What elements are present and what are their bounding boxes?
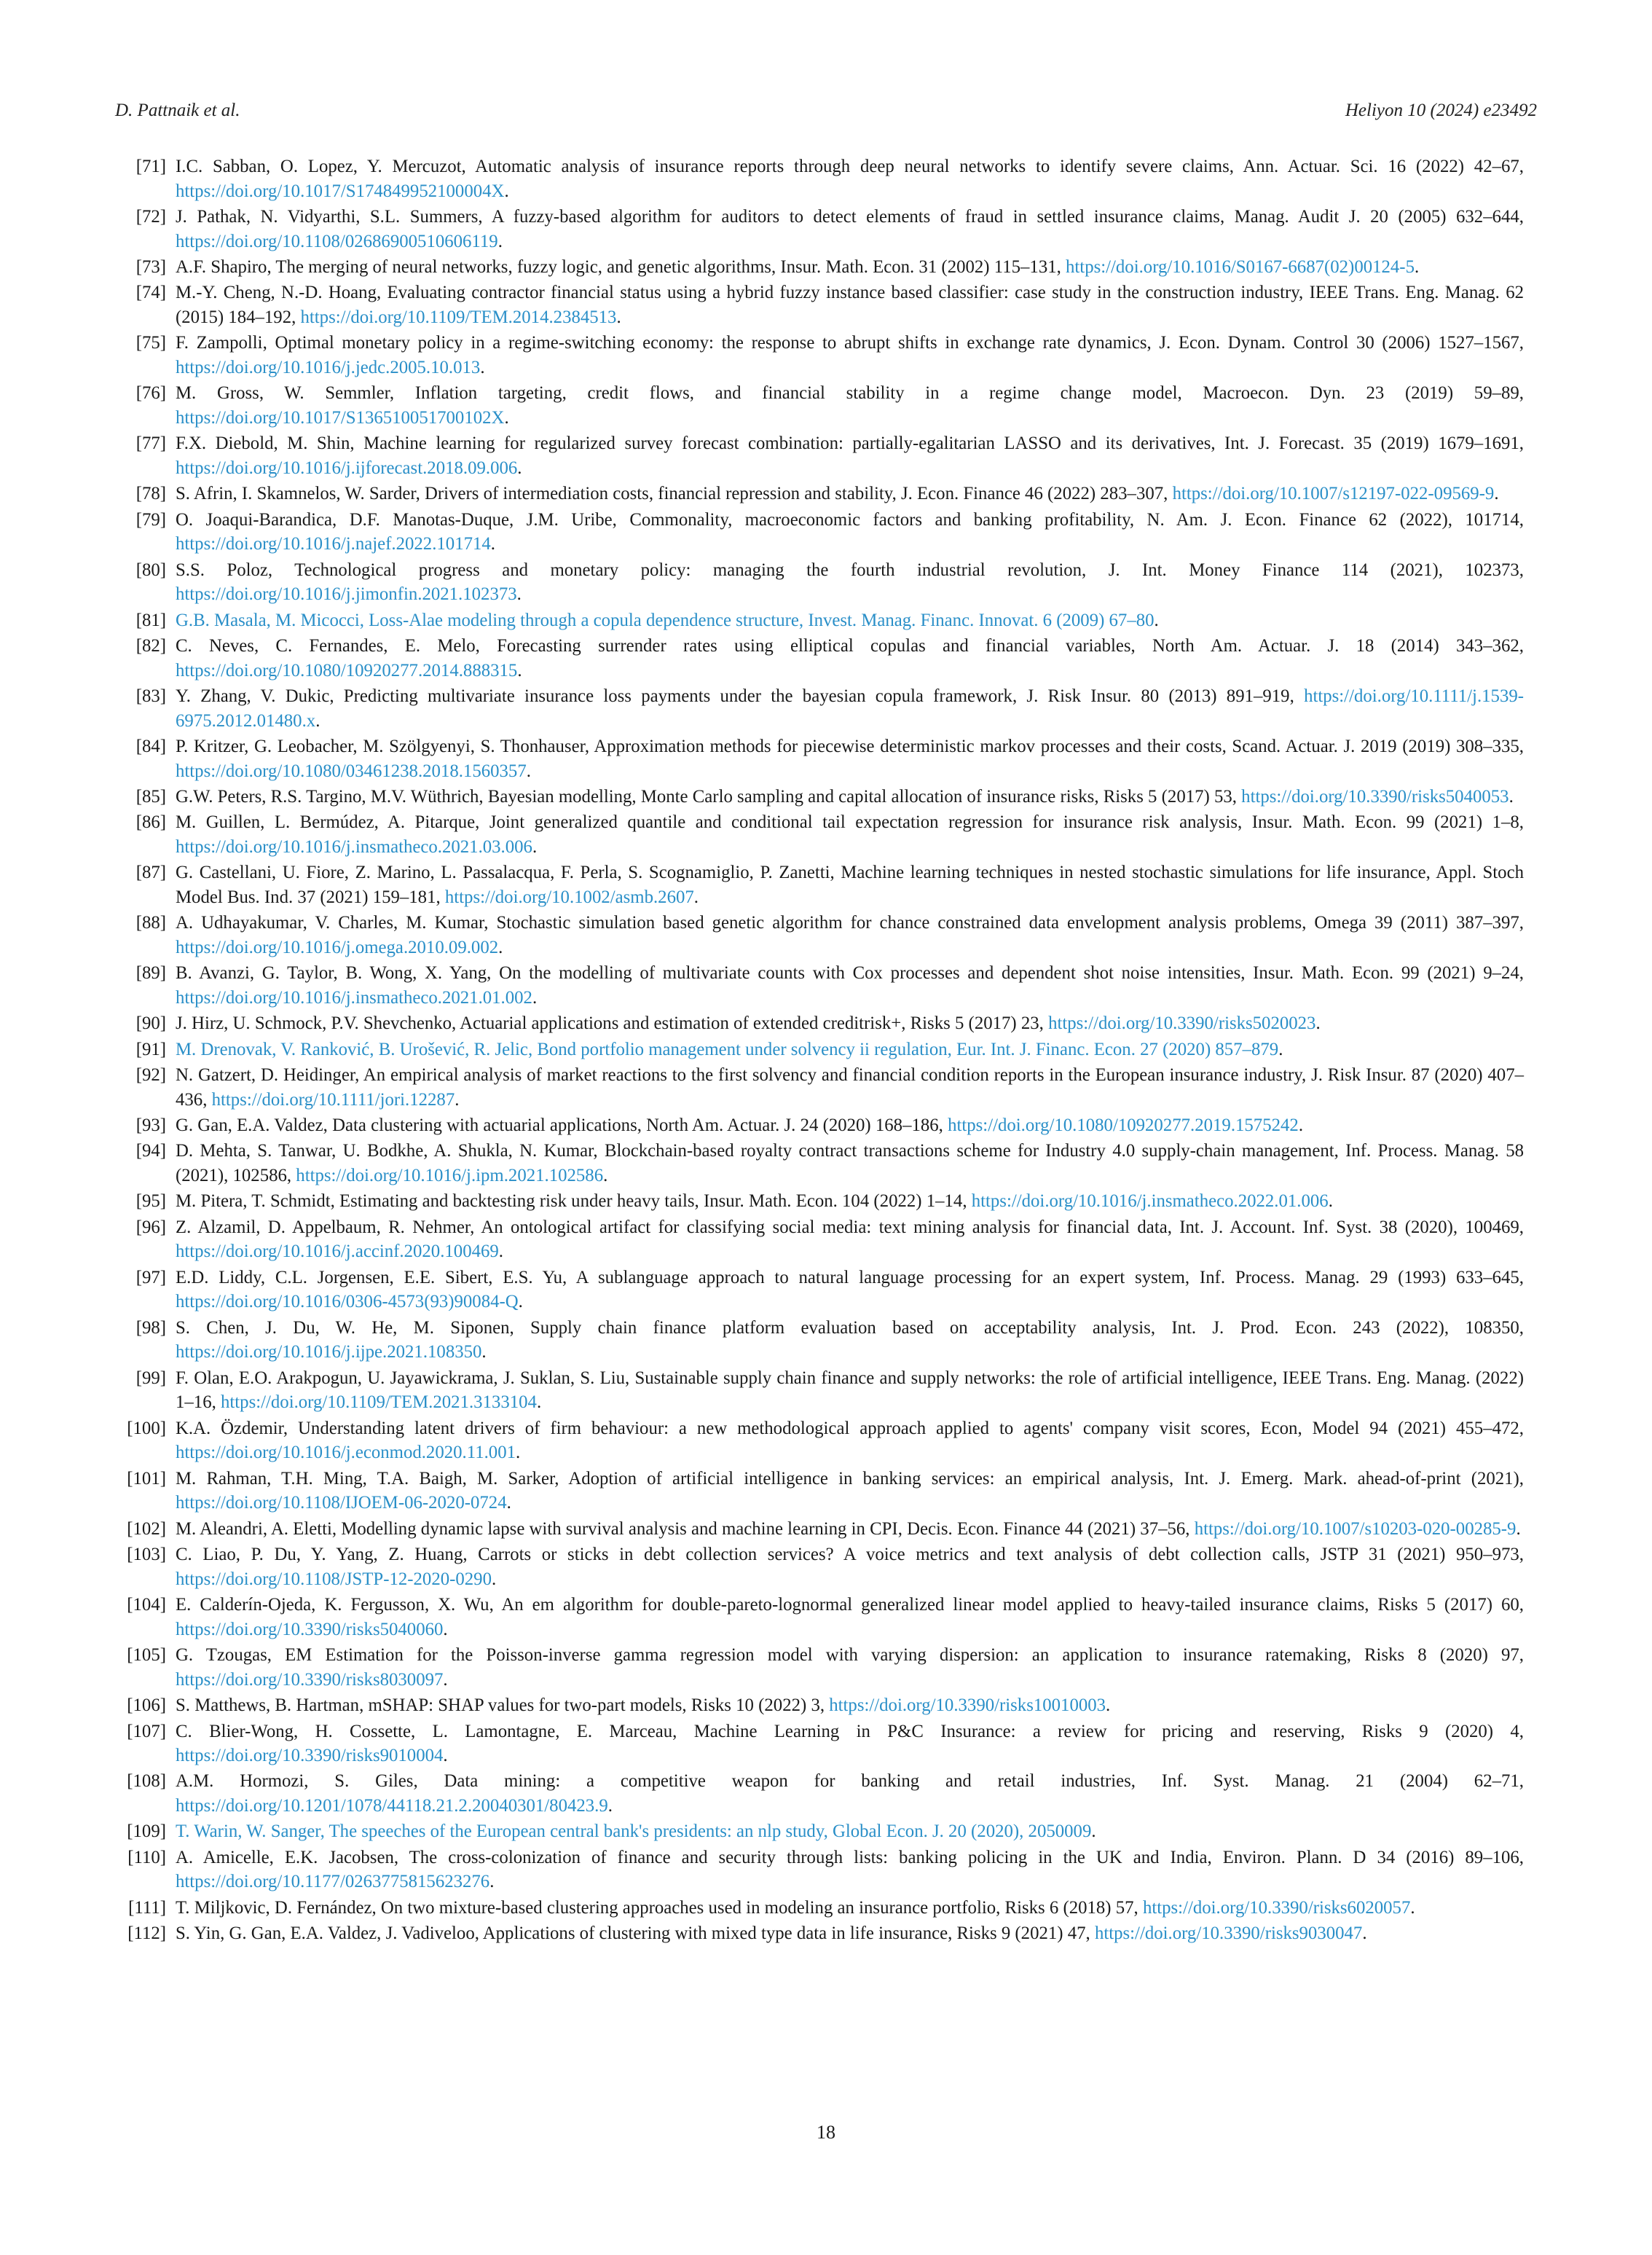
reference-item (124, 281, 1524, 329)
doi-link[interactable]: https://doi.org/10.1016/j.accinf.2020.100469 (176, 1242, 499, 1262)
doi-link[interactable]: https://doi.org/10.1007/s10203-020-00285-9 (1194, 1518, 1517, 1539)
doi-link[interactable]: https://doi.org/10.1016/j.ipm.2021.102586 (296, 1166, 604, 1186)
reference-item (124, 331, 1524, 380)
reference-text: G. Tzougas, EM Estimation for the Poisson-inverse gamma regression model with varying dispersion: an application to insurance ratemaking, Risks 8 (2020) 97, (176, 1645, 1524, 1666)
reference-number: [95] (135, 1191, 166, 1212)
reference-tail: . (1494, 484, 1499, 504)
reference-text: D. Mehta, S. Tanwar, U. Bodkhe, A. Shukla, N. Kumar, Blockchain-based royalty contract transactions scheme for Industry 4.0 supply-chain management, Inf. Process. Manag. 58 (2021), 102586, (176, 1141, 1524, 1186)
reference-tail: . (536, 1392, 542, 1413)
reference-number: [97] (135, 1267, 166, 1287)
reference-text: M.-Y. Cheng, N.-D. Hoang, Evaluating contractor financial status using a hybrid fuzzy instance based classifier: case study in the construction industry, IEEE Trans. Eng. Manag. 62 (2015) 184–192, (176, 283, 1524, 327)
reference-text: S. Yin, G. Gan, E.A. Valdez, J. Vadiveloo, Applications of clustering with mixed type data in life insurance, Risks 9 (2021) 47, (176, 1923, 1095, 1944)
doi-link[interactable]: https://doi.org/10.1016/j.najef.2022.101714 (176, 534, 491, 554)
reference-tail: . (603, 1166, 608, 1186)
reference-item (124, 1693, 1524, 1718)
reference-number: [100] (127, 1418, 166, 1438)
doi-link[interactable]: https://doi.org/10.1016/j.ijforecast.2018.09.006 (176, 458, 518, 478)
reference-number: [89] (135, 963, 166, 984)
reference-text: Y. Zhang, V. Dukic, Predicting multivariate insurance loss payments under the bayesian copula framework, J. Risk Insur. 80 (2013) 891–919, (176, 686, 1305, 707)
reference-tail: . (497, 231, 503, 251)
reference-text: M. Guillen, L. Bermúdez, A. Pitarque, Joint generalized quantile and conditional tail expectation regression for insurance risk analysis, Insur. Math. Econ. 99 (2021) 1–8, (176, 812, 1524, 833)
reference-tail: . (443, 1619, 448, 1639)
reference-text: C. Liao, P. Du, Y. Yang, Z. Huang, Carrots or sticks in debt collection services? A voice metrics and text analysis of debt collection calls, JSTP 31 (2021) 950–973, (176, 1545, 1524, 1565)
reference-tail: . (1362, 1923, 1367, 1944)
reference-text: S.S. Poloz, Technological progress and monetary policy: managing the fourth industrial revolution, J. Int. Money Finance 114 (2021), 102373, (176, 560, 1524, 580)
reference-tail: . (1154, 610, 1159, 630)
reference-tail: . (490, 534, 495, 554)
reference-number: [92] (135, 1065, 166, 1086)
reference-number: [102] (127, 1518, 166, 1539)
reference-text: E. Calderín-Ojeda, K. Fergusson, X. Wu, An em algorithm for double-pareto-lognormal generalized linear model applied to heavy-tailed insurance claims, Risks 5 (2017) 60, (176, 1595, 1524, 1615)
reference-item (124, 1139, 1524, 1188)
reference-tail: . (480, 357, 485, 377)
reference-tail: . (516, 1443, 521, 1463)
reference-tail: . (532, 836, 538, 857)
reference-item (124, 634, 1524, 683)
reference-item (124, 810, 1524, 859)
reference-item (124, 558, 1524, 607)
reference-tail: . (506, 1493, 511, 1513)
doi-link[interactable]: https://doi.org/10.1109/TEM.2014.2384513 (300, 307, 617, 327)
reference-text: I.C. Sabban, O. Lopez, Y. Mercuzot, Automatic analysis of insurance reports through deep neural networks to identify severe claims, Ann. Actuar. Sci. 16 (2022) 42–67, (176, 157, 1524, 176)
reference-number: [104] (127, 1595, 166, 1615)
doi-link[interactable]: https://doi.org/10.1016/j.jedc.2005.10.013 (176, 357, 481, 377)
reference-tail: . (616, 307, 621, 327)
doi-link[interactable]: https://doi.org/10.3390/risks6020057 (1142, 1897, 1411, 1918)
reference-number: [103] (127, 1545, 166, 1565)
reference-number: [108] (127, 1771, 166, 1792)
reference-item (124, 1921, 1524, 1946)
reference-item (124, 1316, 1524, 1365)
doi-link[interactable]: https://doi.org/10.1111/jori.12287 (211, 1089, 455, 1110)
reference-text: A. Amicelle, E.K. Jacobsen, The cross-colonization of finance and security through lists: banking policing in the UK and India, Environ. Plann. D 34 (2016) 89–106, (176, 1847, 1524, 1867)
reference-item (124, 1366, 1524, 1415)
reference-text: M. Aleandri, A. Eletti, Modelling dynamic lapse with survival analysis and machine learning in CPI, Decis. Econ. Finance 44 (2021) 37–56, (176, 1518, 1195, 1539)
doi-link[interactable]: https://doi.org/10.3390/risks9010004 (176, 1746, 444, 1766)
reference-text: G. Gan, E.A. Valdez, Data clustering with actuarial applications, North Am. Actuar. J. 24 (2020) 168–186, (176, 1115, 948, 1136)
reference-item (124, 205, 1524, 254)
reference-number: [88] (135, 913, 166, 933)
reference-number: [90] (135, 1013, 166, 1034)
reference-number: [84] (135, 737, 166, 757)
reference-item (124, 1189, 1524, 1214)
reference-item (124, 1063, 1524, 1112)
doi-link[interactable]: https://doi.org/10.1108/02686900510606119 (176, 231, 498, 251)
reference-number: [105] (127, 1645, 166, 1666)
reference-number: [98] (135, 1317, 166, 1338)
reference-tail: . (1298, 1115, 1304, 1136)
reference-tail: . (315, 710, 320, 731)
reference-text: B. Avanzi, G. Taylor, B. Wong, X. Yang, On the modelling of multivariate counts with Cox processes and dependent shot noise intensities, Insur. Math. Econ. 99 (2021) 9–24, (176, 963, 1524, 984)
reference-item (124, 1719, 1524, 1768)
reference-number: [79] (135, 509, 166, 530)
reference-number: [73] (135, 256, 166, 277)
doi-link[interactable]: https://doi.org/10.1017/S136510051700102X (176, 407, 505, 428)
reference-text: S. Chen, J. Du, W. He, M. Siponen, Supply chain finance platform evaluation based on acceptability analysis, Int. J. Prod. Econ. 243 (2022), 108350, (176, 1317, 1524, 1338)
reference-item (124, 381, 1524, 430)
doi-link[interactable]: https://doi.org/10.1016/j.jimonfin.2021.102373 (176, 584, 517, 605)
reference-number: [77] (135, 434, 166, 454)
doi-link[interactable]: https://doi.org/10.1080/10920277.2019.1575242 (948, 1115, 1299, 1136)
doi-link[interactable]: https://doi.org/10.3390/risks5040053 (1241, 787, 1509, 807)
reference-tail: . (443, 1746, 448, 1766)
reference-text: K.A. Özdemir, Understanding latent drivers of firm behaviour: a new methodological approach applied to agents' company visit scores, Econ, Model 94 (2021) 455–472, (176, 1418, 1524, 1438)
reference-item (124, 431, 1524, 480)
reference-tail: . (1106, 1695, 1111, 1716)
reference-tail: . (693, 887, 699, 907)
doi-link[interactable]: https://doi.org/10.3390/risks5040060 (176, 1619, 444, 1639)
reference-text: A.F. Shapiro, The merging of neural networks, fuzzy logic, and genetic algorithms, Insur. Math. Econ. 31 (2002) 115–131, (176, 256, 1066, 277)
reference-text: J. Pathak, N. Vidyarthi, S.L. Summers, A fuzzy-based algorithm for auditors to detect elements of fraud in settled insurance claims, Manag. Audit J. 20 (2005) 632–644, (176, 206, 1524, 227)
reference-number: [86] (135, 812, 166, 833)
reference-number: [111] (128, 1897, 166, 1918)
reference-item[interactable] (124, 1819, 1524, 1844)
reference-number: [101] (127, 1468, 166, 1489)
reference-text: F. Olan, E.O. Arakpogun, U. Jayawickrama, J. Suklan, S. Liu, Sustainable supply chain finance and supply networks: the role of artificial intelligence, IEEE Trans. Eng. Manag. (2022) 1–16, (176, 1368, 1524, 1413)
reference-text: G. Castellani, U. Fiore, Z. Marino, L. Passalacqua, F. Perla, S. Scognamiglio, P. Zanetti, Machine learning techniques in nested stochastic simulations for life insurance, Appl. Stoch Model Bus. Ind. 37 (2021) 159–181, (176, 863, 1524, 907)
reference-item (124, 1769, 1524, 1818)
reference-number: [91] (135, 1039, 166, 1059)
reference-text: J. Hirz, U. Schmock, P.V. Shevchenko, Actuarial applications and estimation of extended creditrisk+, Risks 5 (2017) 23, (176, 1013, 1049, 1034)
reference-tail: . (526, 761, 531, 781)
reference-number: [75] (135, 333, 166, 353)
reference-tail: . (607, 1796, 613, 1816)
reference-text: M. Gross, W. Semmler, Inflation targeting, credit flows, and financial stability in a regime change model, Macroecon. Dyn. 23 (2019) 59–89, (176, 383, 1524, 404)
reference-text: G.W. Peters, R.S. Targino, M.V. Wüthrich, Bayesian modelling, Monte Carlo sampling and capital allocation of insurance risks, Risks 5 (2017) 53, (176, 787, 1242, 807)
reference-item (124, 1542, 1524, 1591)
reference-tail: . (498, 937, 503, 957)
reference-item (124, 1896, 1524, 1921)
reference-number: [72] (135, 206, 166, 227)
reference-text: A.M. Hormozi, S. Giles, Data mining: a competitive weapon for banking and retail industries, Inf. Syst. Manag. 21 (2004) 62–71, (176, 1771, 1524, 1792)
doi-link[interactable]: https://doi.org/10.1108/JSTP-12-2020-0290 (176, 1569, 492, 1589)
reference-item (124, 1215, 1524, 1264)
reference-tail: . (1278, 1039, 1283, 1059)
reference-text: E.D. Liddy, C.L. Jorgensen, E.E. Sibert, E.S. Yu, A sublanguage approach to natural language processing for an expert system, Inf. Process. Manag. 29 (1993) 633–645, (176, 1267, 1524, 1287)
reference-text: F.X. Diebold, M. Shin, Machine learning for regularized survey forecast combination: partially-egalitarian LASSO and its derivatives, Int. J. Forecast. 35 (2019) 1679–1691, (176, 434, 1524, 454)
reference-item (124, 961, 1524, 1010)
reference-item (124, 860, 1524, 909)
reference-list (124, 154, 1524, 1948)
reference-tail: . (1091, 1821, 1096, 1842)
reference-tail: . (504, 407, 509, 428)
reference-number: [71] (135, 157, 166, 176)
reference-text: M. Rahman, T.H. Ming, T.A. Baigh, M. Sarker, Adoption of artificial intelligence in banking services: an empirical analysis, Int. J. Emerg. Mark. ahead-of-print (2021), (176, 1468, 1524, 1489)
reference-number: [96] (135, 1217, 166, 1237)
doi-link[interactable]: https://doi.org/10.1016/j.omega.2010.09.002 (176, 937, 499, 957)
doi-link[interactable]: https://doi.org/10.1016/j.econmod.2020.11.001 (176, 1443, 516, 1463)
reference-tail: . (491, 1569, 497, 1589)
reference-text: C. Neves, C. Fernandes, E. Melo, Forecasting surrender rates using elliptical copulas and financial variables, North Am. Actuar. J. 18 (2014) 343–362, (176, 636, 1524, 656)
doi-link[interactable]: https://doi.org/10.3390/risks10010003 (829, 1695, 1106, 1716)
reference-item (124, 154, 1524, 203)
reference-item (124, 684, 1524, 733)
reference-tail: . (443, 1669, 448, 1690)
page-number: 18 (817, 2122, 835, 2143)
reference-number: [82] (135, 636, 166, 656)
running-head-author: D. Pattnaik et al. (115, 101, 240, 120)
reference-tail: . (516, 584, 522, 605)
doi-link[interactable]: https://doi.org/10.1016/j.insmatheco.2021.03.006 (176, 836, 532, 857)
reference-text: P. Kritzer, G. Leobacher, M. Szölgyenyi, S. Thonhauser, Approximation methods for piecewise deterministic markov processes and their costs, Scand. Actuar. J. 2019 (2019) 308–335, (176, 737, 1524, 757)
reference-number: [93] (135, 1115, 166, 1136)
reference-tail: . (1509, 787, 1514, 807)
running-head (115, 101, 1537, 130)
reference-tail: . (498, 1242, 503, 1262)
reference-number: [85] (135, 787, 166, 807)
reference-item (124, 1846, 1524, 1894)
reference-text: S. Afrin, I. Skamnelos, W. Sarder, Drivers of intermediation costs, financial repression and stability, J. Econ. Finance 46 (2022) 283–307, (176, 484, 1173, 504)
doi-link[interactable]: https://doi.org/10.1002/asmb.2607 (444, 887, 694, 907)
reference-item (124, 911, 1524, 960)
reference-tail: . (517, 660, 522, 681)
reference-item (124, 482, 1524, 506)
reference-tail: . (518, 1292, 523, 1312)
reference-item[interactable] (124, 1038, 1524, 1062)
reference-text: N. Gatzert, D. Heidinger, An empirical analysis of market reactions to the first solvency and financial condition reports in the European insurance industry, J. Risk Insur. 87 (2020) 407–436, (176, 1065, 1524, 1110)
reference-item (124, 1113, 1524, 1138)
doi-link[interactable]: https://doi.org/10.1108/IJOEM-06-2020-0724 (176, 1493, 507, 1513)
reference-text: M. Pitera, T. Schmidt, Estimating and backtesting risk under heavy tails, Insur. Math. Econ. 104 (2022) 1–14, (176, 1191, 972, 1212)
reference-number: [112] (127, 1923, 166, 1944)
reference-tail: . (1414, 256, 1420, 277)
reference-text: T. Miljkovic, D. Fernández, On two mixture-based clustering approaches used in modeling an insurance portfolio, Risks 6 (2018) 57, (176, 1897, 1143, 1918)
doi-link[interactable]: https://doi.org/10.1016/0306-4573(93)90084-Q (176, 1292, 519, 1312)
reference-text: T. Warin, W. Sanger, The speeches of the European central bank's presidents: an nlp study, Global Econ. J. 20 (2020), 2050009 (176, 1821, 1092, 1842)
reference-number: [94] (135, 1141, 166, 1161)
reference-tail: . (504, 181, 509, 201)
reference-text: M. Drenovak, V. Ranković, B. Urošević, R. Jelic, Bond portfolio management under solvency ii regulation, Eur. Int. J. Financ. Econ. 27 (2020) 857–879 (176, 1039, 1279, 1059)
doi-link[interactable]: https://doi.org/10.1016/j.insmatheco.2021.01.002 (176, 987, 532, 1008)
doi-link[interactable]: https://doi.org/10.1007/s12197-022-09569-9 (1172, 484, 1495, 504)
doi-link[interactable]: https://doi.org/10.1080/10920277.2014.888315 (176, 660, 518, 681)
reference-item (124, 785, 1524, 809)
doi-link[interactable]: https://doi.org/10.1109/TEM.2021.3133104 (221, 1392, 537, 1413)
reference-item (124, 255, 1524, 280)
reference-number: [107] (127, 1721, 166, 1741)
reference-number: [87] (135, 863, 166, 883)
reference-item (124, 1467, 1524, 1515)
reference-item (124, 1517, 1524, 1542)
reference-text: Z. Alzamil, D. Appelbaum, R. Nehmer, An ontological artifact for classifying social media: text mining analysis for financial data, Int. J. Account. Inf. Syst. 38 (2020), 100469, (176, 1217, 1524, 1237)
doi-link[interactable]: https://doi.org/10.1080/03461238.2018.1560357 (176, 761, 527, 781)
doi-link[interactable]: https://doi.org/10.3390/risks9030047 (1094, 1923, 1363, 1944)
doi-link[interactable]: https://doi.org/10.1016/j.ijpe.2021.108350 (176, 1342, 482, 1362)
reference-text: A. Udhayakumar, V. Charles, M. Kumar, Stochastic simulation based genetic algorithm for chance constrained data envelopment analysis problems, Omega 39 (2011) 387–397, (176, 913, 1524, 933)
reference-item (124, 1643, 1524, 1692)
reference-tail: . (532, 987, 538, 1008)
reference-tail: . (1315, 1013, 1321, 1034)
reference-number: [76] (135, 383, 166, 404)
reference-text: G.B. Masala, M. Micocci, Loss-Alae modeling through a copula dependence structure, Invest. Manag. Financ. Innovat. 6 (2009) 67–80 (176, 610, 1155, 630)
doi-link[interactable]: https://doi.org/10.1016/S0167-6687(02)00124-5 (1066, 256, 1415, 277)
doi-link[interactable]: https://doi.org/10.1177/0263775815623276 (176, 1872, 490, 1892)
reference-item (124, 1593, 1524, 1642)
running-head-journal: Heliyon 10 (2024) e23492 (1345, 101, 1537, 120)
doi-link[interactable]: https://doi.org/10.3390/risks5020023 (1048, 1013, 1316, 1034)
reference-item (124, 1266, 1524, 1314)
reference-number: [110] (127, 1847, 166, 1867)
doi-link[interactable]: https://doi.org/10.3390/risks8030097 (176, 1669, 444, 1690)
reference-tail: . (517, 458, 522, 478)
doi-link[interactable]: https://doi.org/10.1016/j.insmatheco.2022.01.006 (971, 1191, 1329, 1212)
reference-number: [80] (135, 560, 166, 580)
doi-link[interactable]: https://doi.org/10.1111/j.1539-6975.2012.01480.x (176, 686, 1524, 731)
reference-number: [109] (127, 1821, 166, 1842)
reference-number: [106] (127, 1695, 166, 1716)
reference-item (124, 734, 1524, 783)
reference-number: [74] (135, 283, 166, 303)
reference-number: [81] (135, 610, 166, 630)
reference-text: F. Zampolli, Optimal monetary policy in a regime-switching economy: the response to abrupt shifts in exchange rate dynamics, J. Econ. Dynam. Control 30 (2006) 1527–1567, (176, 333, 1524, 353)
reference-tail: . (481, 1342, 487, 1362)
reference-tail: . (1328, 1191, 1333, 1212)
reference-text: C. Blier-Wong, H. Cossette, L. Lamontagne, E. Marceau, Machine Learning in P&C Insurance: a review for pricing and reserving, Risks 9 (2020) 4, (176, 1721, 1524, 1741)
reference-item (124, 508, 1524, 557)
reference-text: S. Matthews, B. Hartman, mSHAP: SHAP values for two-part models, Risks 10 (2022) 3, (176, 1695, 830, 1716)
reference-item (124, 1011, 1524, 1036)
reference-item (124, 1416, 1524, 1465)
reference-tail: . (1516, 1518, 1521, 1539)
reference-number: [78] (135, 484, 166, 504)
reference-tail: . (455, 1089, 460, 1110)
reference-text: O. Joaqui-Barandica, D.F. Manotas-Duque, J.M. Uribe, Commonality, macroeconomic factors and banking profitability, N. Am. J. Econ. Finance 62 (2022), 101714, (176, 509, 1524, 530)
doi-link[interactable]: https://doi.org/10.1201/1078/44118.21.2.20040301/80423.9 (176, 1796, 608, 1816)
reference-number: [99] (135, 1368, 166, 1388)
reference-number: [83] (135, 686, 166, 707)
doi-link[interactable]: https://doi.org/10.1017/S174849952100004X (176, 181, 505, 201)
reference-tail: . (1410, 1897, 1415, 1918)
reference-tail: . (489, 1872, 495, 1892)
reference-item[interactable] (124, 608, 1524, 633)
